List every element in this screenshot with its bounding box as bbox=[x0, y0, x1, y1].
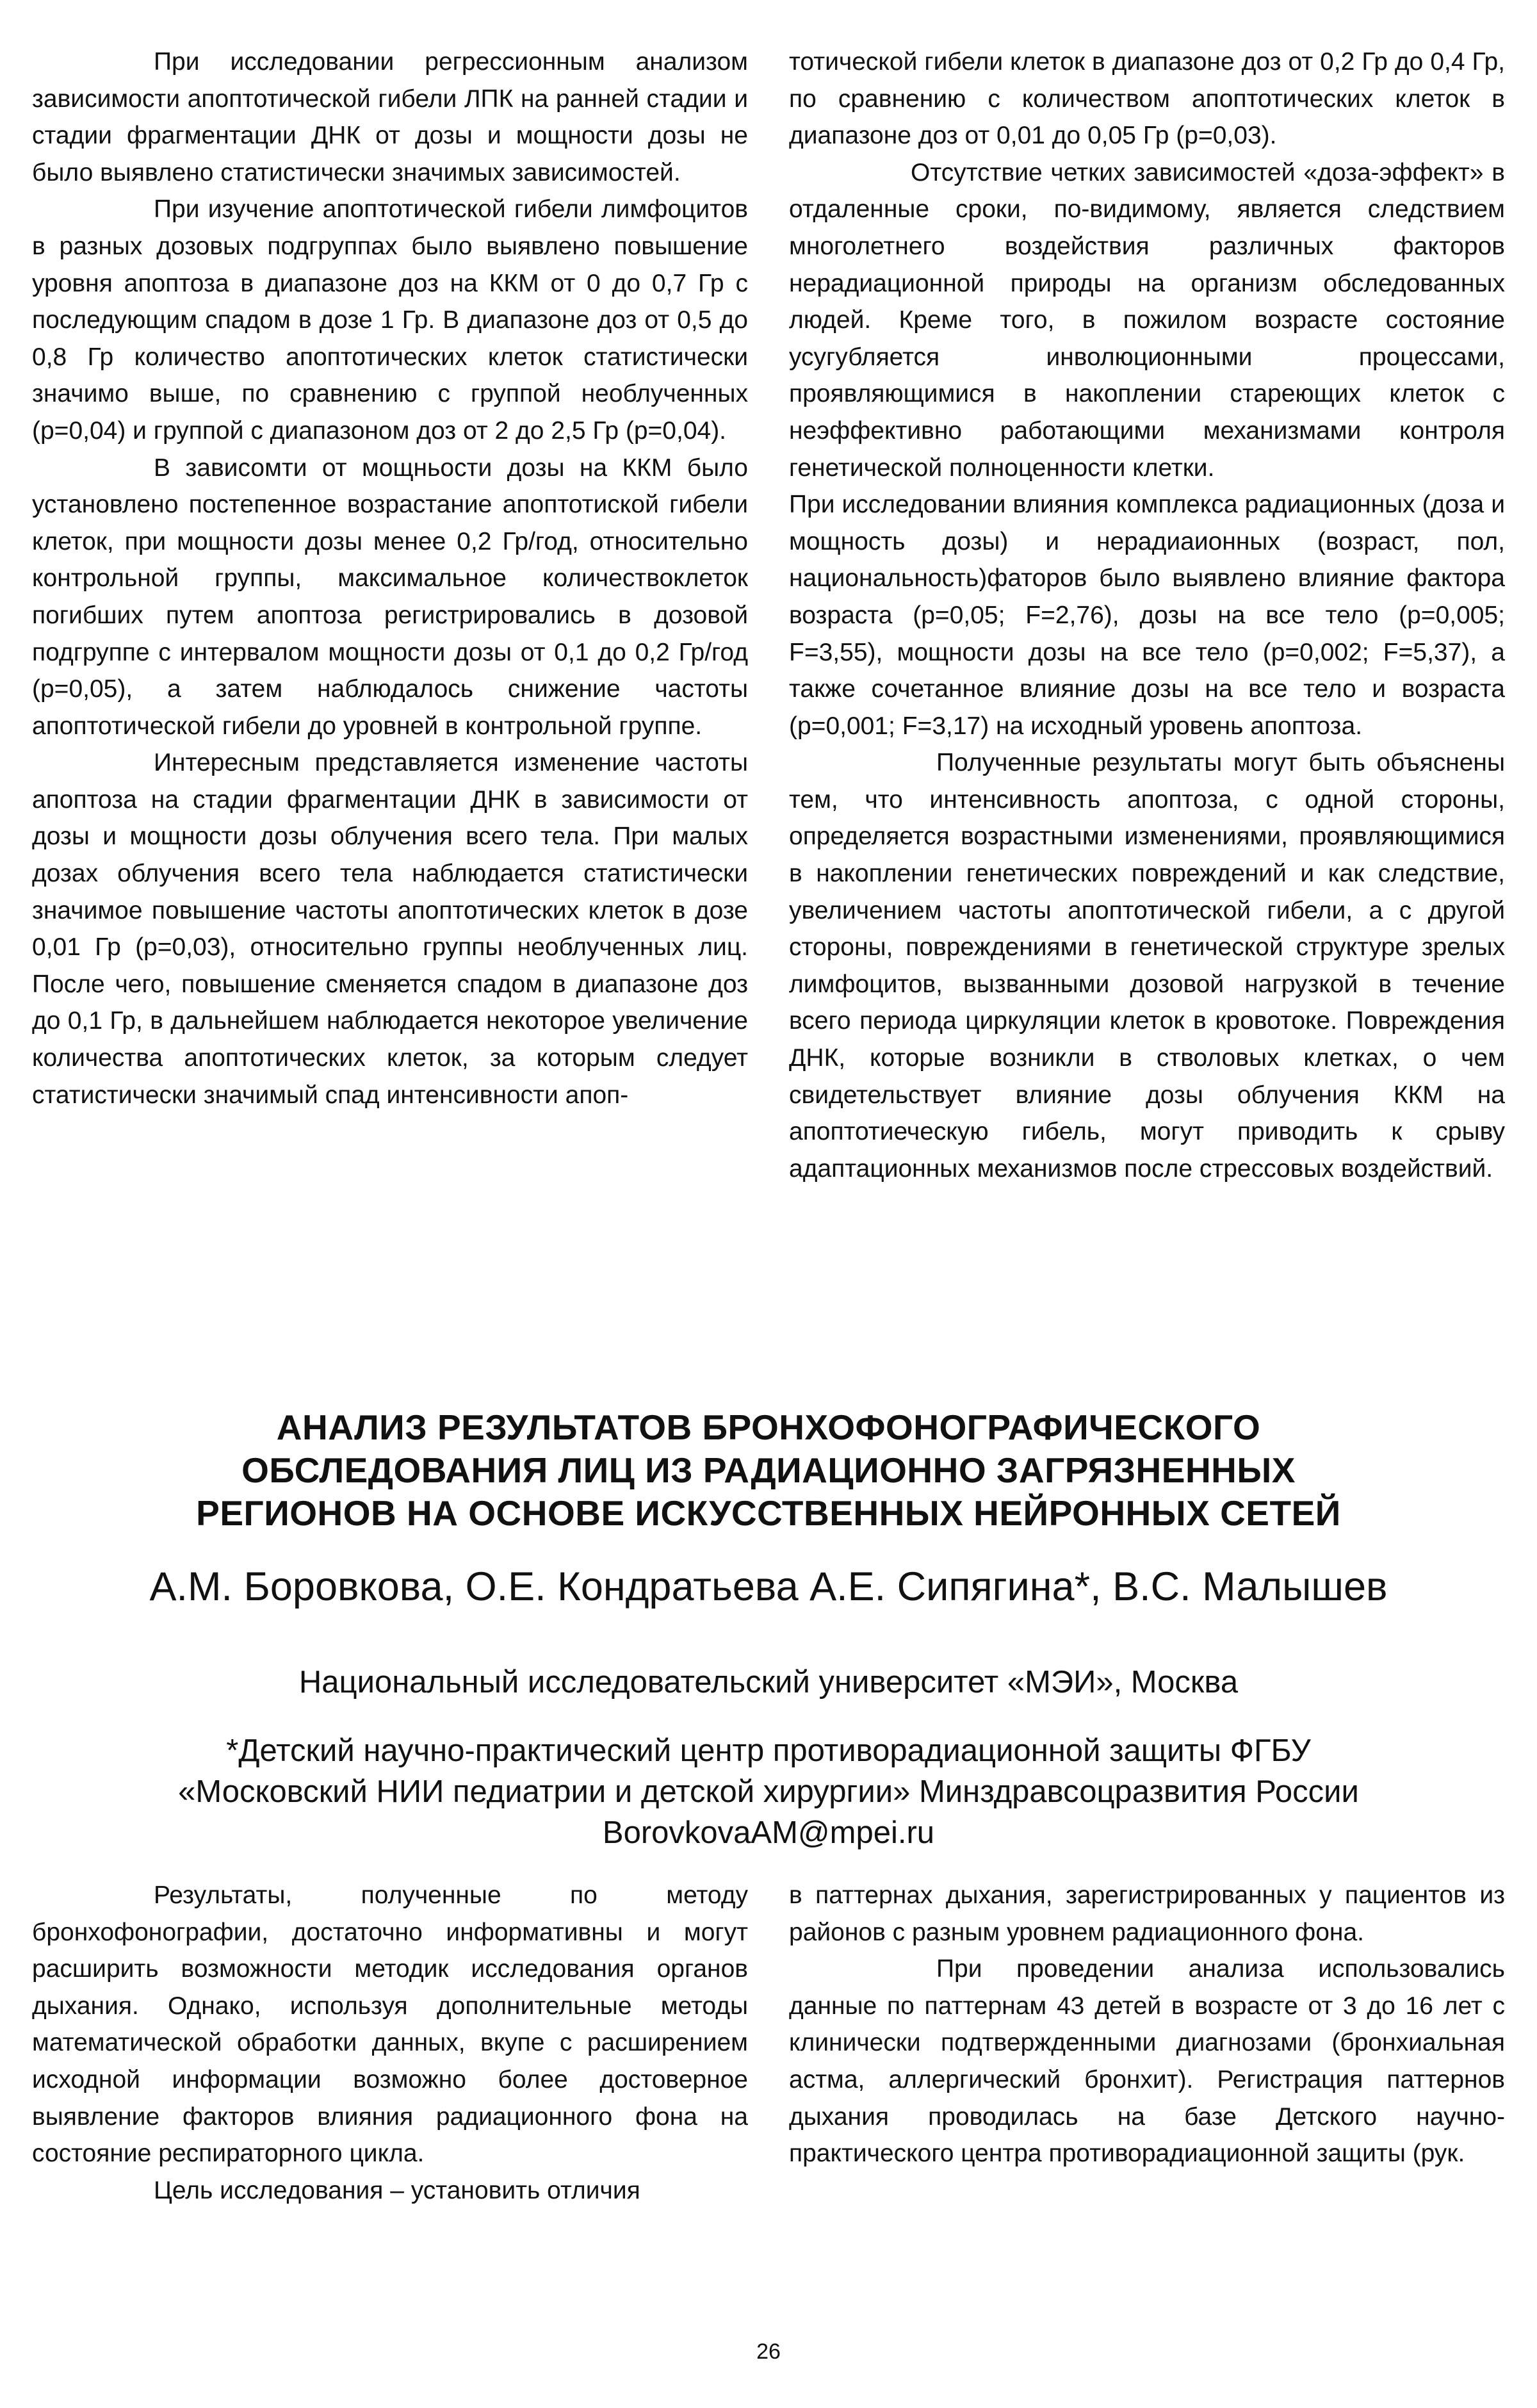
top-right-column bbox=[789, 44, 1505, 1376]
page-number: 26 bbox=[756, 2339, 781, 2364]
paragraph: В зависомти от мощньости дозы на ККМ было установлено постепенное возрастание апоптотиской гибели клеток, при мощности дозы менее 0,2 Гр/год, относительно контрольной группы, максимальное количествоклеток погибших путем апоптоза регистрировались в дозовой подгруппе с интервалом мощности дозы от 0,1 до 0,2 Гр/год (р=0,05), а затем наблюдалось снижение частоты апоптотической гибели до уровней в контрольной группе. bbox=[32, 454, 748, 740]
article-title-line: ОБСЛЕДОВАНИЯ ЛИЦ ИЗ РАДИАЦИОННО ЗАГРЯЗНЕННЫХ bbox=[241, 1450, 1296, 1490]
bottom-two-column-text bbox=[32, 1877, 1505, 2281]
paragraph: При проведении анализа использовались данные по паттернам 43 детей в возрасте от 3 до 16 лет с клинически подтвержденными диагнозами (бронхиальная астма, аллергический бронхит). Регистрация паттернов дыхания проводилась на базе Детского научно-практического центра противорадиационной защиты (рук. bbox=[789, 1955, 1505, 2168]
article-title bbox=[58, 1406, 1479, 1535]
article-title-line: РЕГИОНОВ НА ОСНОВЕ ИСКУССТВЕННЫХ НЕЙРОННЫХ СЕТЕЙ bbox=[196, 1493, 1341, 1533]
affiliation-line: *Детский научно-практический центр противорадиационной защиты ФГБУ bbox=[226, 1733, 1311, 1768]
top-two-column-text bbox=[32, 44, 1505, 1376]
paragraph: При изучение апоптотической гибели лимфоцитов в разных дозовых подгруппах было выявлено повышение уровня апоптоза в диапазоне доз на ККМ от 0 до 0,7 Гр с последующим спадом в дозе 1 Гр. В диапазоне доз от 0,5 до 0,8 Гр количество апоптотических клеток статистически значимо выше, по сравнению с группой необлученных (р=0,04) и группой с диапазоном доз от 2 до 2,5 Гр (р=0,04). bbox=[32, 195, 748, 445]
paragraph: в паттернах дыхания, зарегистрированных у пациентов из районов с разным уровнем радиационного фона. bbox=[789, 1881, 1505, 1946]
article-header bbox=[58, 1406, 1479, 1853]
affiliation-line: «Московский НИИ педиатрии и детской хирургии» Минздравсоцразвития России bbox=[178, 1774, 1359, 1809]
bottom-left-column bbox=[32, 1877, 748, 2281]
top-left-column bbox=[32, 44, 748, 1376]
affiliation-secondary bbox=[58, 1730, 1479, 1853]
paragraph: При исследовании регрессионным анализом зависимости апоптотической гибели ЛПК на ранней стадии и стадии фрагментации ДНК от дозы и мощности дозы не было выявлено статистически значимых зависимостей. bbox=[32, 48, 748, 186]
paragraph: Результаты, полученные по методу бронхофонографии, достаточно информативны и могут расширить возможности методик исследования органов дыхания. Однако, используя дополнительные методы математической обработки данных, вкупе с расширением исходной информации возможно более достоверное выявление факторов влияния радиационного фона на состояние респираторного цикла. bbox=[32, 1881, 748, 2168]
article-title-line: АНАЛИЗ РЕЗУЛЬТАТОВ БРОНХОФОНОГРАФИЧЕСКОГО bbox=[276, 1407, 1261, 1447]
paragraph: Отсутствие четких зависимостей «доза-эффект» в отдаленные сроки, по-видимому, является следствием многолетнего воздействия различных факторов нерадиационной природы на организм обследованных людей. Креме того, в пожилом возрасте состояние усугубляется инволюционными процессами, проявляющимися в накоплении стареющих клеток с неэффективно работающими механизмами контроля генетической полноценности клетки. bbox=[789, 158, 1505, 482]
affiliation-primary: Национальный исследовательский университет «МЭИ», Москва bbox=[298, 1665, 1239, 1700]
paragraph: Полученные результаты могут быть объяснены тем, что интенсивность апоптоза, с одной стороны, определяется возрастными изменениями, проявляющимися в накоплении генетических повреждений и как следствие, увеличением частоты апоптотической гибели, а с другой стороны, повреждениями в генетической структуре зрелых лимфоцитов, вызванными дозовой нагрузкой в течение всего периода циркуляции клеток в кровотоке. Повреждения ДНК, которые возникли в стволовых клетках, о чем свидетельствует влияние дозы облучения ККМ на апоптотиеческую гибель, могут приводить к срыву адаптационных механизмов после стрессовых воздействий. bbox=[789, 749, 1505, 1183]
paragraph: тотической гибели клеток в диапазоне доз от 0,2 Гр до 0,4 Гр, по сравнению с количеством апоптотических клеток в диапазоне доз от 0,01 до 0,05 Гр (р=0,03). bbox=[789, 48, 1505, 150]
paragraph: При исследовании влияния комплекса радиационных (доза и мощность дозы) и нерадиаионных (возраст, пол, национальность)фаторов было выявлено влияние фактора возраста (р=0,05; F=2,76), дозы на все тело (р=0,005; F=3,55), мощности дозы на все тело (р=0,002; F=5,37), а также сочетанное влияние дозы на все тело и возраста (р=0,001; F=3,17) на исходный уровень апоптоза. bbox=[789, 491, 1505, 740]
paragraph: Интересным представляется изменение частоты апоптоза на стадии фрагментации ДНК в зависимости от дозы и мощности дозы облучения всего тела. При малых дозах облучения всего тела наблюдается статистически значимое повышение частоты апоптотических клеток в дозе 0,01 Гр (р=0,03), относительно группы необлученных лиц. После чего, повышение сменяется спадом в диапазоне доз до 0,1 Гр, в дальнейшем наблюдается некоторое увеличение количества апоптотических клеток, за которым следует статистически значимый спад интенсивности апоп- bbox=[32, 749, 748, 1109]
paragraph: Цель исследования – установить отличия bbox=[154, 2176, 640, 2204]
bottom-right-column bbox=[789, 1877, 1505, 2281]
article-authors: А.М. Боровкова, О.Е. Кондратьева А.Е. Сипягина*, В.С. Малышев bbox=[149, 1564, 1388, 1609]
author-email: BorovkovaAM@mpei.ru bbox=[602, 1815, 935, 1850]
